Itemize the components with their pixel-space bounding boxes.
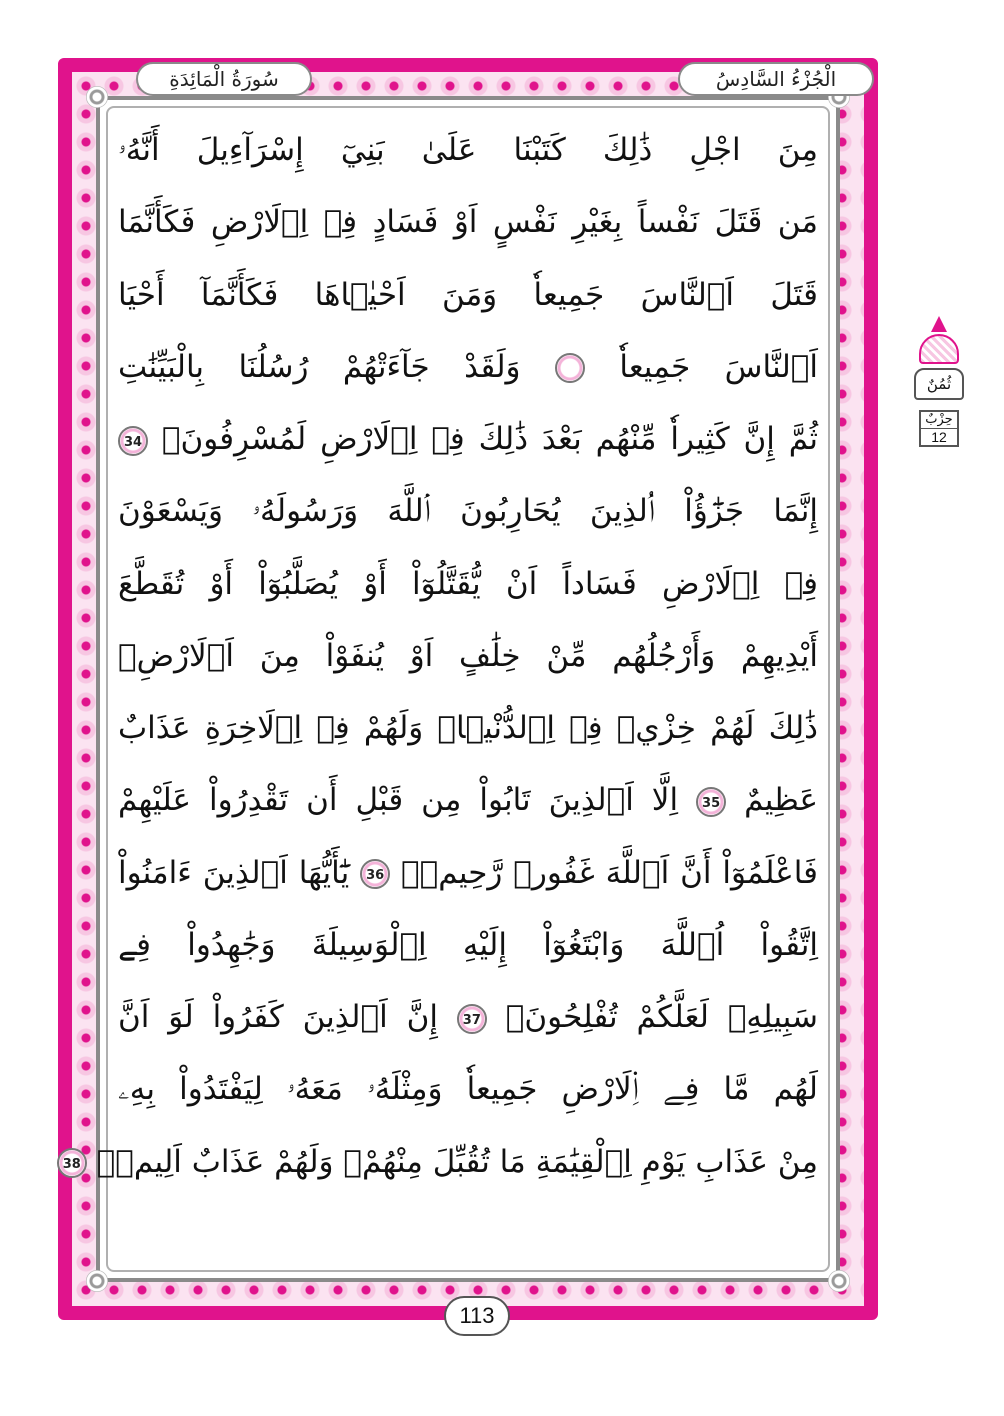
corner-rosette-icon	[86, 86, 108, 108]
line-text: ثُمَّ إِنَّ كَثِيراٗ مِّنْهُم بَعْدَ ذَٰلِكَ فِے اِ۬لَارْضِ لَمُسْرِفُونَۖ	[161, 421, 818, 457]
line-text: لَهُم مَّا فِے اِ۬لَارْضِ جَمِيعاٗ وَمِثْلَهُۥ مَعَهُۥ لِيَفْتَدُواْ بِهِۦ	[118, 1071, 818, 1108]
juz-title-text: الْجُزْءُ السَّادِسُ	[715, 67, 837, 91]
line-text-continued: اِلَّا اَ۬لذِينَ تَابُواْ مِن قَبْلِ أَن تَقْدِرُواْ عَلَيْهِمْ	[118, 782, 679, 819]
finial-icon	[931, 316, 947, 332]
page-number-text: 113	[459, 1303, 495, 1328]
quran-line	[118, 837, 818, 909]
line-text-continued: يَٰٓأَيُّهَا اَ۬لذِينَ ءَامَنُواْ	[118, 854, 350, 891]
line-text-continued: وَلَقَدْ جَآءَتْهُمْ رُسُلُنَا بِالْبَيِّنَٰتِ	[118, 348, 521, 385]
line-text: عَظِيمٌ	[744, 782, 819, 819]
corner-rosette-icon	[86, 1270, 108, 1292]
line-text: سَبِيلِهِۦ لَعَلَّكُمْ تُفْلِحُونَۖ	[505, 999, 818, 1035]
quran-line	[118, 548, 818, 620]
ayah-number-marker	[555, 353, 585, 383]
corner-rosette-icon	[828, 1270, 850, 1292]
quran-line	[118, 981, 818, 1053]
juz-title	[678, 62, 874, 96]
line-text: مِنْ عَذَابِ يَوْمِ اِ۬لْقِيَٰمَةِ مَا تُقُبِّلَ مِنْهُمْۖ وَلَهُمْ عَذَابٌ اَلِيمٞۖ	[96, 1143, 818, 1180]
line-text: ذَٰلِكَ لَهُمْ خِزْيٞ فِے اِ۬لدُّنْي۪اۖ وَلَهُمْ فِے اِ۬لَاخِرَةِ عَذَابٌ	[118, 710, 818, 746]
quran-line	[118, 764, 818, 836]
line-text: مِنَ اجْلِ ذَٰلِكَ كَتَبْنَا عَلَىٰ بَنِيٓ إِسْرَآءِيلَ أَنَّهُۥ	[118, 132, 818, 168]
page-number	[444, 1296, 510, 1336]
hizb-box	[919, 410, 959, 447]
quran-line	[118, 331, 818, 403]
quran-line	[118, 620, 818, 692]
ayah-number-marker: 34	[118, 426, 148, 456]
ayah-number-marker: 38	[57, 1148, 87, 1178]
surah-title	[136, 62, 312, 96]
line-text: اِتَّقُواْ اُ۬للَّهَ وَابْتَغُوٓاْ إِلَيْهِ اِ۬لْوَسِيلَةَ وَجَٰهِدُواْ فِے	[118, 926, 818, 963]
ayah-number-marker: 37	[457, 1004, 487, 1034]
quran-line	[118, 475, 818, 547]
line-text-continued: إِنَّ اَ۬لذِينَ كَفَرُواْ لَوَ اَنَّ	[118, 999, 438, 1035]
surah-title-text: سُورَةُ الْمَائِدَةِ	[169, 67, 279, 91]
quran-line	[118, 692, 818, 764]
quran-line	[118, 259, 818, 331]
line-text: قَتَلَ اَ۬لنَّاسَ جَمِيعاٗ وَمَنَ اَحْيٰ۪اهَا فَكَأَنَّمَآ أَحْيَا	[118, 276, 818, 313]
hizb-marker	[912, 316, 966, 447]
hizb-label: حِزْبٌ	[925, 412, 953, 427]
quran-line	[62, 1126, 818, 1198]
quran-line	[118, 909, 818, 981]
dome-ornament-icon	[919, 334, 959, 364]
quran-line	[118, 403, 818, 475]
line-text: فَاعْلَمُوٓاْ أَنَّ اَ۬للَّهَ غَفُورٞ رَّحِيمٞۖ	[401, 854, 818, 891]
line-text: فِے اِ۬لَارْضِ فَسَاداً اَنْ يُّقَتَّلُوٓاْ أَوْ يُصَلَّبُوٓاْ أَوْ تُقَطَّعَ	[118, 565, 818, 602]
quran-line	[118, 1053, 818, 1125]
quran-line	[118, 186, 818, 258]
hizb-quarter-label: ثُمُنٌ	[914, 368, 964, 400]
hizb-number: 12	[921, 428, 957, 445]
quran-line	[118, 114, 818, 186]
line-text: إِنَّمَا جَزَٰٓؤُاْ اُ۬لذِينَ يُحَارِبُونَ اَ۬للَّهَ وَرَسُولَهُۥ وَيَسْعَوْنَ	[118, 493, 818, 530]
quran-text-block	[62, 114, 819, 1270]
ayah-number-marker: 36	[360, 859, 390, 889]
line-text: اَ۬لنَّاسَ جَمِيعاٗ	[619, 348, 818, 385]
ayah-number-marker: 35	[696, 787, 726, 817]
line-text: أَيْدِيهِمْ وَأَرْجُلُهُم مِّنْ خِلَٰفٍ اَوْ يُنفَوْاْ مِنَ اَ۬لَارْضِۖ	[118, 637, 818, 674]
line-text: مَن قَتَلَ نَفْساً بِغَيْرِ نَفْسٍ اَوْ فَسَادٍ فِے اِ۬لَارْضِ فَكَأَنَّمَا	[118, 204, 818, 241]
